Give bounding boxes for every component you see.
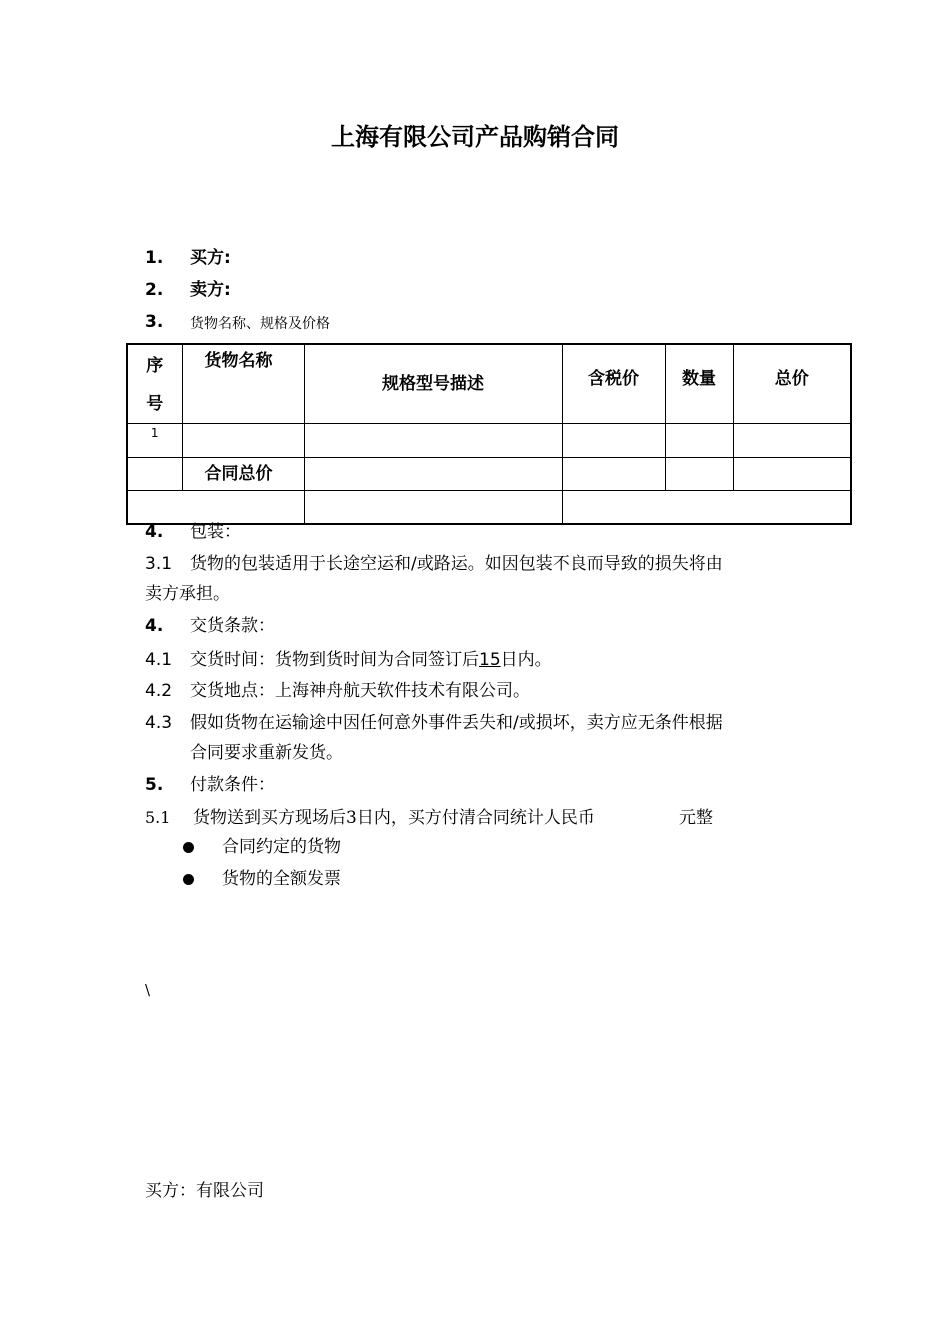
clause-3-1-text2: 卖方承担。 xyxy=(145,584,230,604)
buyer-signature: 买方：有限公司 xyxy=(145,1181,264,1201)
payment-line xyxy=(0,773,950,797)
payment-label: 付款条件： xyxy=(190,775,275,795)
row1-seq: 1 xyxy=(127,424,182,458)
delivery-line xyxy=(0,614,950,638)
table-total-row xyxy=(127,458,851,491)
delivery-label: 交货条款： xyxy=(190,616,275,636)
header-qty: 数量 xyxy=(665,344,733,424)
document-title: 上海有限公司产品购销合同 xyxy=(331,123,619,151)
total-row-seq xyxy=(127,458,182,491)
packing-num: 4. xyxy=(145,522,164,542)
clause-4-2-num: 4.2 xyxy=(145,681,173,701)
clause-5-1-text: 货物送到买方现场后3日内，买方付清合同统计人民币 xyxy=(193,808,595,828)
blank-cell-mid xyxy=(304,491,562,524)
seller-line xyxy=(0,278,950,302)
bullet-item-goods: 合同约定的货物 xyxy=(222,837,341,857)
header-total: 总价 xyxy=(733,344,851,424)
blank-cell-right xyxy=(562,491,851,524)
goods-table xyxy=(126,343,852,525)
total-row-total xyxy=(733,458,851,491)
total-row-qty xyxy=(665,458,733,491)
header-price: 含税价 xyxy=(562,344,665,424)
buyer-line xyxy=(0,246,950,270)
header-seq-2: 号 xyxy=(146,394,164,414)
total-label: 合同总价 xyxy=(182,458,304,491)
clause-4-3-text1: 假如货物在运输途中因任何意外事件丢失和/或损坏，卖方应无条件根据 xyxy=(190,713,723,733)
clause-4-1-post: 日内。 xyxy=(500,650,552,670)
seller-num: 2. xyxy=(145,280,164,300)
header-seq-1: 序 xyxy=(146,356,164,376)
row1-price xyxy=(562,424,665,458)
clause-3-1-text1: 货物的包装适用于长途空运和/或路运。如因包装不良而导致的损失将由 xyxy=(190,554,723,574)
header-seq xyxy=(127,344,182,424)
bullet-dot-icon xyxy=(183,874,194,885)
clause-4-3-text2: 合同要求重新发货。 xyxy=(190,743,343,763)
header-name: 货物名称 xyxy=(182,344,304,424)
clause-4-2-text: 交货地点：上海神舟航天软件技术有限公司。 xyxy=(190,681,530,701)
goods-line xyxy=(0,310,950,334)
clause-3-1-line1 xyxy=(0,552,950,576)
bullet-item-invoice: 货物的全额发票 xyxy=(222,869,341,889)
delivery-num: 4. xyxy=(145,616,164,636)
total-row-price xyxy=(562,458,665,491)
clause-5-1-num: 5.1 xyxy=(145,808,171,827)
goods-num: 3. xyxy=(145,312,164,332)
clause-3-1-num: 3.1 xyxy=(145,554,173,574)
row1-spec xyxy=(304,424,562,458)
clause-5-1 xyxy=(0,806,950,830)
row1-name xyxy=(182,424,304,458)
clause-4-3-num: 4.3 xyxy=(145,713,173,733)
clause-4-2 xyxy=(0,679,950,703)
clause-4-1-pre: 交货时间：货物到货时间为合同签订后 xyxy=(190,650,479,670)
buyer-num: 1. xyxy=(145,248,164,268)
clause-4-1-text xyxy=(190,648,552,672)
seller-label: 卖方: xyxy=(190,280,231,300)
header-spec: 规格型号描述 xyxy=(304,344,562,424)
clause-4-3-line1 xyxy=(0,711,950,735)
total-row-spec xyxy=(304,458,562,491)
goods-label: 货物名称、规格及价格 xyxy=(190,316,330,332)
table-blank-row xyxy=(127,491,851,524)
blank-cell-left xyxy=(127,491,304,524)
row1-total xyxy=(733,424,851,458)
table-row xyxy=(127,424,851,458)
payment-num: 5. xyxy=(145,775,164,795)
row1-qty xyxy=(665,424,733,458)
packing-line xyxy=(0,520,950,544)
table-header-row xyxy=(127,344,851,424)
buyer-label: 买方: xyxy=(190,248,231,268)
bullet-dot-icon xyxy=(183,842,194,853)
clause-4-1-num: 4.1 xyxy=(145,650,173,670)
clause-4-1 xyxy=(0,648,950,672)
clause-5-1-suffix: 元整 xyxy=(679,808,713,828)
stray-backslash: \ xyxy=(145,981,151,999)
clause-4-1-days: 15 xyxy=(479,650,501,670)
packing-label: 包装： xyxy=(190,522,241,542)
